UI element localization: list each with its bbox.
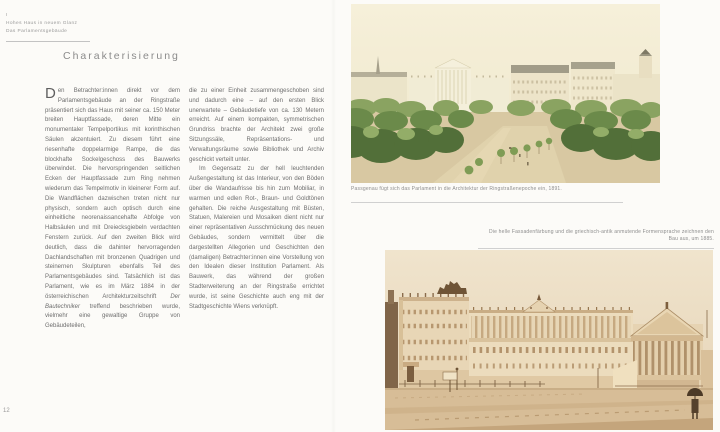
page-gutter (331, 0, 336, 432)
sepia-illustration (385, 250, 713, 430)
photo2-caption (478, 229, 714, 249)
chapter-subtitle: Das Parlamentsgebäude (6, 29, 68, 34)
body-text (45, 87, 324, 332)
chapter-number: I (6, 13, 8, 18)
photo1-caption (351, 186, 623, 203)
photo-ringstrasse-panorama (351, 4, 660, 183)
photo1-caption-text: Passgenau fügt sich das Parlament in die Architektur der Ringstraßenepoche ein, 1891. (351, 186, 563, 192)
chapter-title: Hohes Haus in neuem Glanz (6, 21, 78, 26)
plaza-ground (385, 388, 713, 430)
text-column-1 (45, 87, 180, 332)
section-title: Charakterisierung (63, 50, 180, 62)
paragraph-1 (45, 87, 180, 332)
photo1-caption-rule (351, 202, 623, 203)
left-shadow-mass (385, 290, 398, 390)
photo-parliament-sepia (385, 250, 713, 430)
paragraph-1-text: en Betrachter:innen direkt vor dem Parlamentsgebäude an der Ringstraße präsentiert sich das Haus mit seiner ca. 150 Meter breiten Hauptfassade, deren Mitte ein monumentaler Tempelportikus mit korinthischen Säulen akzentuiert. Zu diesem führt eine riesenhafte doppelarmige Rampe, die das blockhafte Sockelgeschoss des Bauwerks überwindet. Die hervorspringenden seitlichen Ecken der Hauptfassade zum Ring nehmen wiederum das Tempelmotiv in kleinerer Form auf. Die Wandflächen dazwischen treten nicht nur physisch, sondern auch optisch durch eine einheitliche neorenaissancehafte Abfolge von Halbsäulen und mit Dreiecksgiebeln verdachten Fenstern zurück. Auf den zweiten Blick wird deutlich, dass die dahinter hervorragenden Dachlandschaften mit bronzenen Quadrigen und steinernen Skulpturen ebenfalls Teil des Parlamentsgebäudes sind. Tatsächlich ist das Parlament, wie es im März 1884 in der österreichischen Architekturzeitschrift (45, 88, 180, 300)
chapter-header (6, 12, 90, 42)
photochrom-illustration (351, 4, 660, 183)
paragraph-2: die zu einer Einheit zusammengeschoben sind und dadurch eine – auf den ersten Blick unerwartete – Gebäudetiefe von ca. 130 Metern erreicht. Auf einem kompakten, symmetrischen Grundriss brachte der Architekt zwei große Sitzungssäle, Repräsentations- und Verwaltungsräume sowie Bibliothek und Archiv geschickt verteilt unter. (189, 88, 324, 163)
drop-cap: D (45, 85, 56, 102)
text-column-2 (189, 87, 324, 332)
paragraph-3: Im Gegensatz zu der hell leuchtenden Außengestaltung ist das Interieur, von den Böden über die Wandaufrisse bis hin zum Mobiliar, in warmen und edlen Rot-, Braun- und Goldtönen gehalten. Die reiche Ausgestaltung mit Büsten, Statuen, Malereien und Mosaiken dient nicht nur einer repräsentativen Ausschmückung des neuen Gebäudes, sondern vermittelt über die dargestellten Allegorien und Geschichten den (damaligen) Betrachter:innen eine Vorstellung von den Idealen dieser Institution Parlament. Als Bauwerk, das während der großen Stadterweiterung an der Ringstraße errichtet wurde, ist seine Geschichte auch eng mit der Stadtgeschichte Wiens verknüpft. (189, 166, 324, 310)
left-wing (399, 281, 469, 388)
photo2-caption-text: Die helle Fassadenfärbung und die griechisch-antik anmutende Formensprache zeichnen den Bau aus, um 1885. (488, 229, 714, 242)
header-rule (6, 41, 90, 42)
journal-title-italic: Der Bautechniker (45, 293, 180, 310)
page-number: 12 (3, 408, 10, 414)
paragraph-1-continued: treffend beschrieben wurde, vielmehr eine gewaltige Gruppe von Gebäudeteilen, (45, 303, 180, 330)
photo2-caption-rule (478, 248, 714, 249)
